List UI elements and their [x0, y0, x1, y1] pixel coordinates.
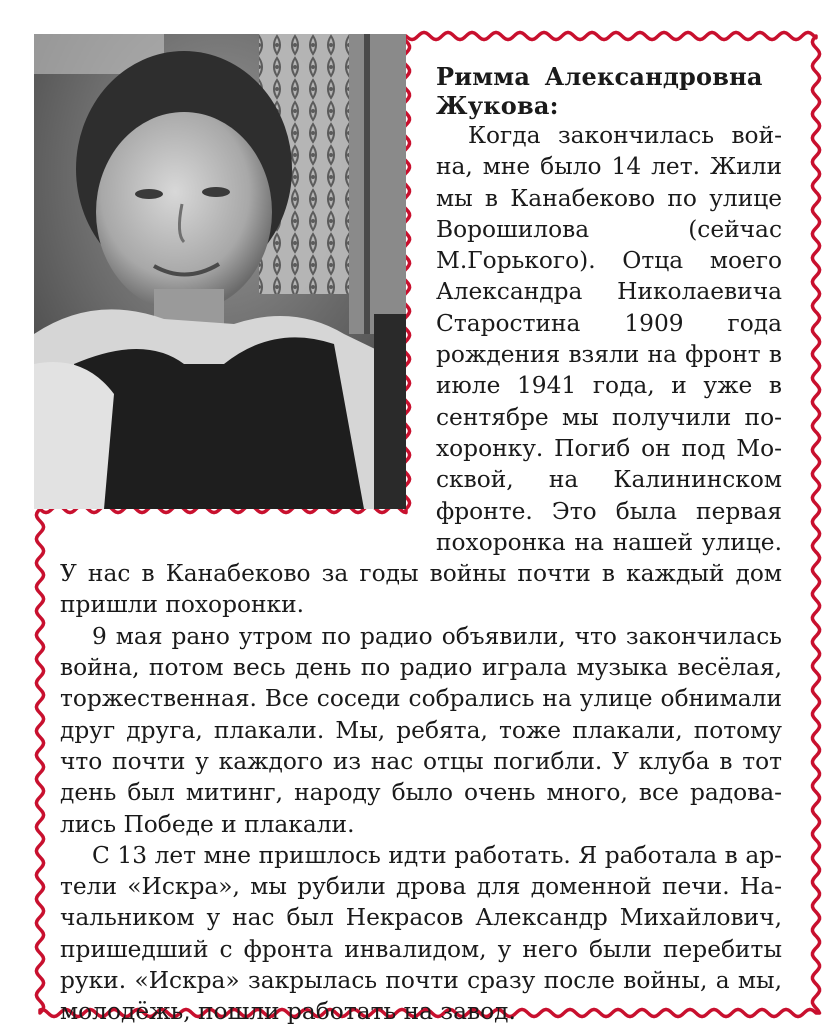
article [60, 62, 782, 1026]
author-name-line2: Жукова: [436, 91, 559, 120]
paragraph-1: Когда закончилась война, мне было 14 лет. Жили мы в Канабеково по улице Ворошилова (сейчас М.Горького). Отца моего Александра Николаевича Старостина 1909 года рождения взяли на фронт в июле 1941 года, и уже в сентябре мы получили похоронку. Погиб он под Москвой, на Калининском фронте. Это была первая похоронка на нашей улице. У нас в Канабеково за годы войны почти в каждый дом пришли похоронки. [60, 122, 782, 619]
author-name-line1: Римма Александровна [436, 62, 763, 91]
photo-spacer [60, 62, 436, 547]
paragraph-3: С 13 лет мне пришлось идти работать. Я работала в артели «Искра», мы рубили дрова для доменной печи. Начальником у нас был Некрасов Александр Михайлович, пришедший с фронта инвалидом, у него были перебиты руки. «Искра» закрылась почти сразу после войны, а мы, молодёжь, пошли работать на завод. [60, 841, 782, 1026]
paragraph-2: 9 мая рано утром по радио объявили, что закончилась война, потом весь день по радио играла музыка весёлая, торжественная. Все соседи собрались на улице обнимали друг друга, плакали. Мы, ребята, тоже плакали, потому что почти у каждого из нас отцы погибли. У клуба в тот день был митинг, народу было очень много, все радовались Победе и плакали. [60, 622, 782, 838]
